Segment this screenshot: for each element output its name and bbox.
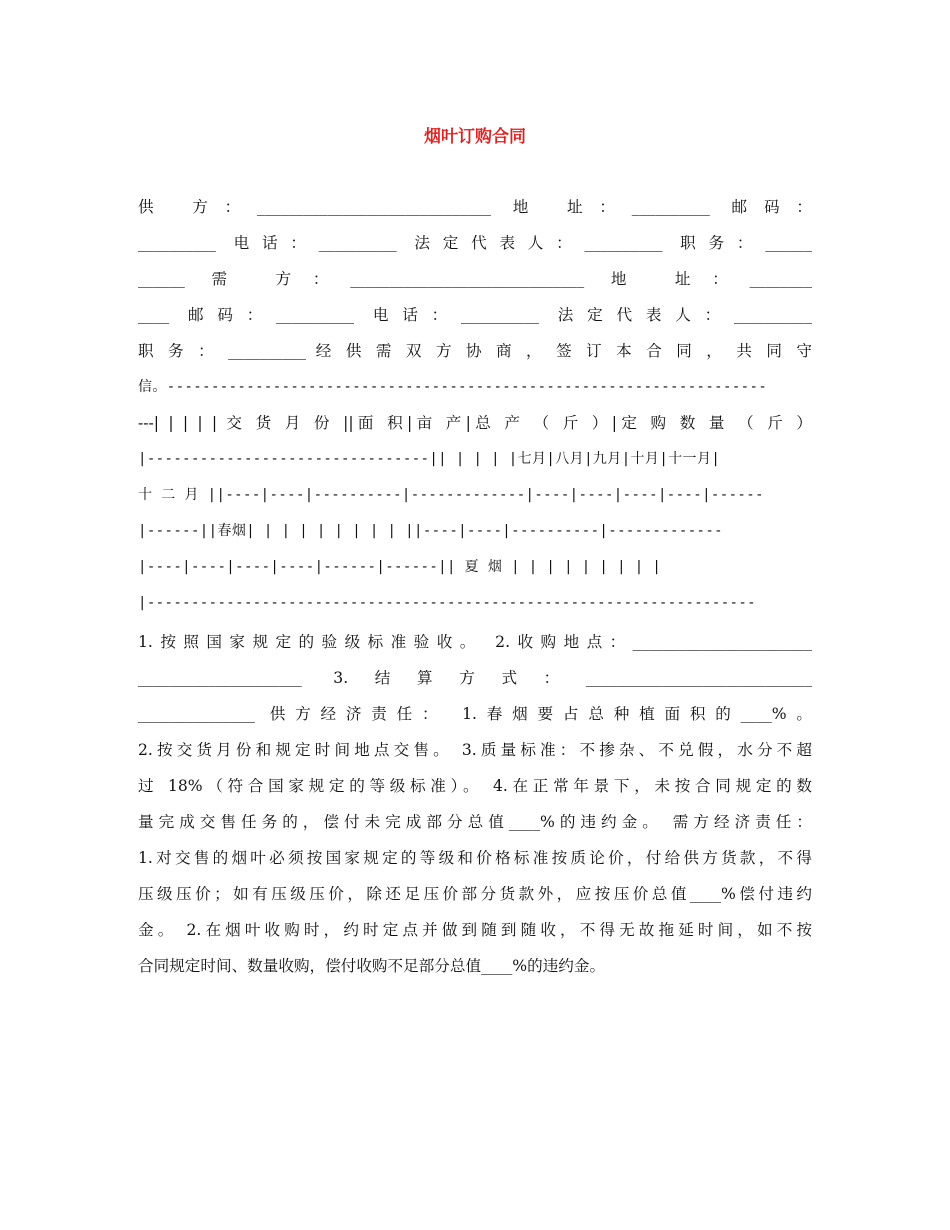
text-line: ____ 邮码：__________ 电话：__________ 法定代表人：__________ <box>138 306 812 324</box>
text-line: 1.对交售的烟叶必须按国家规定的等级和价格标准按质论价，付给供方货款，不得 <box>138 849 812 867</box>
text-line: 压级压价；如有压级压价，除还足压价部分货款外，应按压价总值____%偿付违约 <box>138 885 812 903</box>
text-line: 过 18%（符合国家规定的等级标准）。 4.在正常年景下，未按合同规定的数 <box>138 777 812 795</box>
text-line: 量完成交售任务的，偿付未完成部分总值____%的违约金。 需方经济责任： <box>138 813 812 831</box>
text-line: 合同规定时间、数量收购，偿付收购不足部分总值____%的违约金。 <box>138 957 606 975</box>
text-line: _______________ 供方经济责任： 1.春烟要占总种植面积的____%。 <box>138 705 812 723</box>
table-line: |--------------------------------|| | | | |七月|八月|九月|十月|十一月| <box>138 451 721 467</box>
table-line: |--------------------------------------------------------------------- <box>138 595 757 611</box>
text-line: 金。 2.在烟叶收购时，约时定点并做到随到随收，不得无故拖延时间，如不按 <box>138 921 812 939</box>
table-line: 十 二 月 ||----|----|----------|-------------|----|----|----|----|------ <box>138 487 764 503</box>
text-line: 1.按照国家规定的验级标准验收。 2.收购地点：_______________________ <box>138 633 812 651</box>
text-line: ______ 需 方：______________________________ 地 址：________ <box>138 270 812 288</box>
table-line: |------||春烟| | | | | | | | | ||----|----|----------|------------- <box>138 523 724 539</box>
table-line: 信。-------------------------------------------------------------------- <box>138 379 768 395</box>
document-title: 烟叶订购合同 <box>424 127 526 147</box>
table-line: |----|----|----|----|------|------|| 夏 烟 | | | | | | | | | <box>138 559 662 575</box>
text-line: __________ 电话：__________ 法定代表人：__________ 职务：______ <box>138 234 812 252</box>
text-line: 供 方：______________________________ 地 址：__________ 邮码： <box>138 198 812 216</box>
text-line: _____________________ 3.结算方式：_____________________________ <box>138 669 812 687</box>
text-line: 职 务 ： __________ 经 供 需 双 方 协 商 ， 签 订 本 合 同 ， 共 同 守 <box>138 342 812 360</box>
text-line: 2.按交货月份和规定时间地点交售。 3.质量标准：不掺杂、不兑假，水分不超 <box>138 741 812 759</box>
table-line: ---| | | | | 交 货 月 份 ||面 积|亩 产|总 产 （ 斤 ）|定 购 数 量 （ 斤 ） <box>138 414 812 432</box>
